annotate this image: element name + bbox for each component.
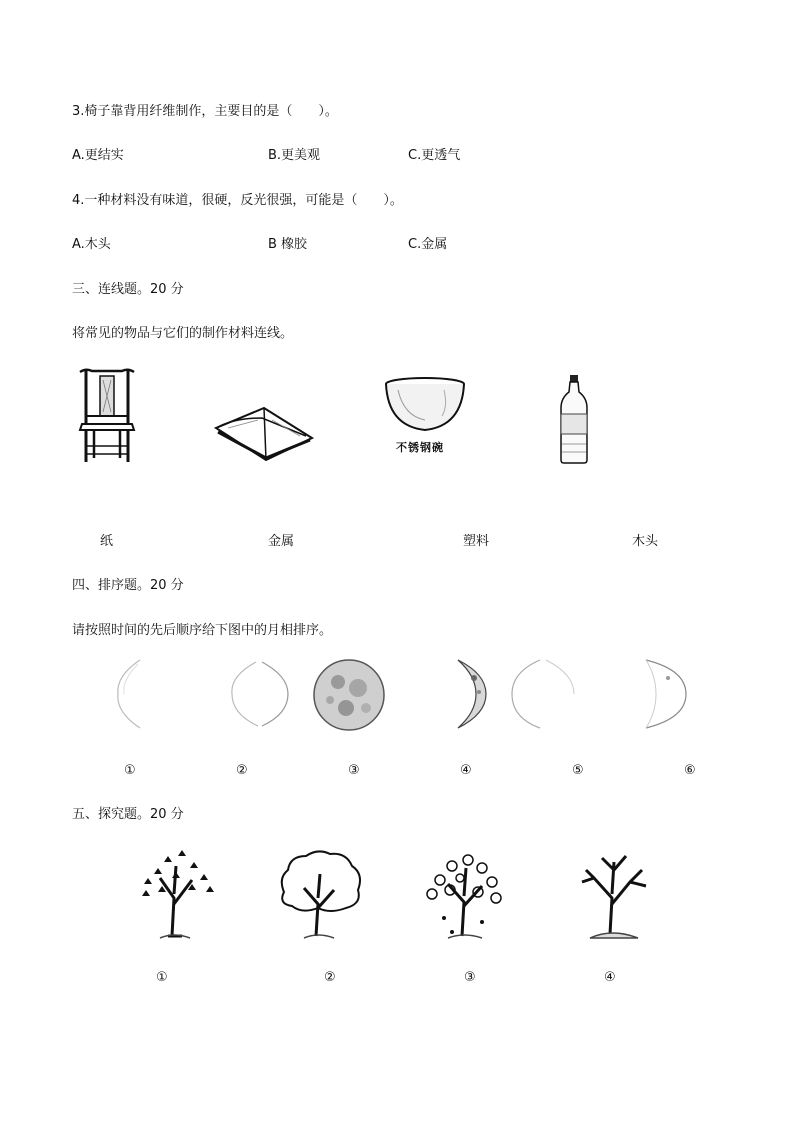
moon-number-6: ⑥ bbox=[684, 763, 696, 778]
moon-number-1: ① bbox=[124, 763, 136, 778]
full-moon-image bbox=[312, 658, 386, 732]
question-4-option-c[interactable]: C.金属 bbox=[408, 237, 448, 252]
moon-phase-5-image bbox=[506, 656, 580, 732]
moon-phase-1-image bbox=[110, 656, 170, 732]
moon-phase-6-image bbox=[628, 656, 692, 732]
moon-phase-4-image bbox=[446, 656, 490, 732]
moon-phase-2-image bbox=[226, 656, 294, 732]
tree-2-image bbox=[274, 848, 366, 940]
bowl-caption: 不锈钢碗 bbox=[396, 441, 444, 454]
question-3-option-c[interactable]: C.更透气 bbox=[408, 148, 461, 163]
chair-image[interactable] bbox=[76, 368, 138, 464]
plastic-bottle-image[interactable] bbox=[560, 374, 588, 464]
tree-3-image bbox=[420, 848, 510, 940]
moon-number-3: ③ bbox=[348, 763, 360, 778]
question-3-option-a[interactable]: A.更结实 bbox=[72, 148, 124, 163]
section-3-instruction: 将常见的物品与它们的制作材料连线。 bbox=[72, 326, 294, 341]
tree-number-1: ① bbox=[156, 970, 168, 985]
book-image[interactable] bbox=[214, 398, 314, 464]
section-4-heading: 四、排序题。20 分 bbox=[72, 578, 184, 593]
material-paper[interactable]: 纸 bbox=[100, 534, 114, 549]
section-5-heading: 五、探究题。20 分 bbox=[72, 807, 184, 822]
question-4-option-a[interactable]: A.木头 bbox=[72, 237, 111, 252]
moon-number-4: ④ bbox=[460, 763, 472, 778]
tree-number-4: ④ bbox=[604, 970, 616, 985]
section-3-heading: 三、连线题。20 分 bbox=[72, 282, 184, 297]
section-4-instruction: 请按照时间的先后顺序给下图中的月相排序。 bbox=[72, 623, 333, 638]
tree-number-2: ② bbox=[324, 970, 336, 985]
moon-number-2: ② bbox=[236, 763, 248, 778]
material-wood[interactable]: 木头 bbox=[632, 534, 659, 549]
question-4-option-b[interactable]: B 橡胶 bbox=[268, 237, 308, 252]
tree-4-image bbox=[572, 848, 658, 940]
tree-1-image bbox=[134, 848, 220, 940]
material-plastic[interactable]: 塑料 bbox=[463, 534, 490, 549]
moon-number-5: ⑤ bbox=[572, 763, 584, 778]
question-4-text: 4.一种材料没有味道，很硬，反光很强，可能是（ ）。 bbox=[72, 193, 403, 208]
material-metal[interactable]: 金属 bbox=[268, 534, 295, 549]
question-3-text: 3.椅子靠背用纤维制作，主要目的是（ ）。 bbox=[72, 104, 338, 119]
tree-number-3: ③ bbox=[464, 970, 476, 985]
stainless-bowl-image[interactable] bbox=[384, 376, 466, 454]
question-3-option-b[interactable]: B.更美观 bbox=[268, 148, 321, 163]
